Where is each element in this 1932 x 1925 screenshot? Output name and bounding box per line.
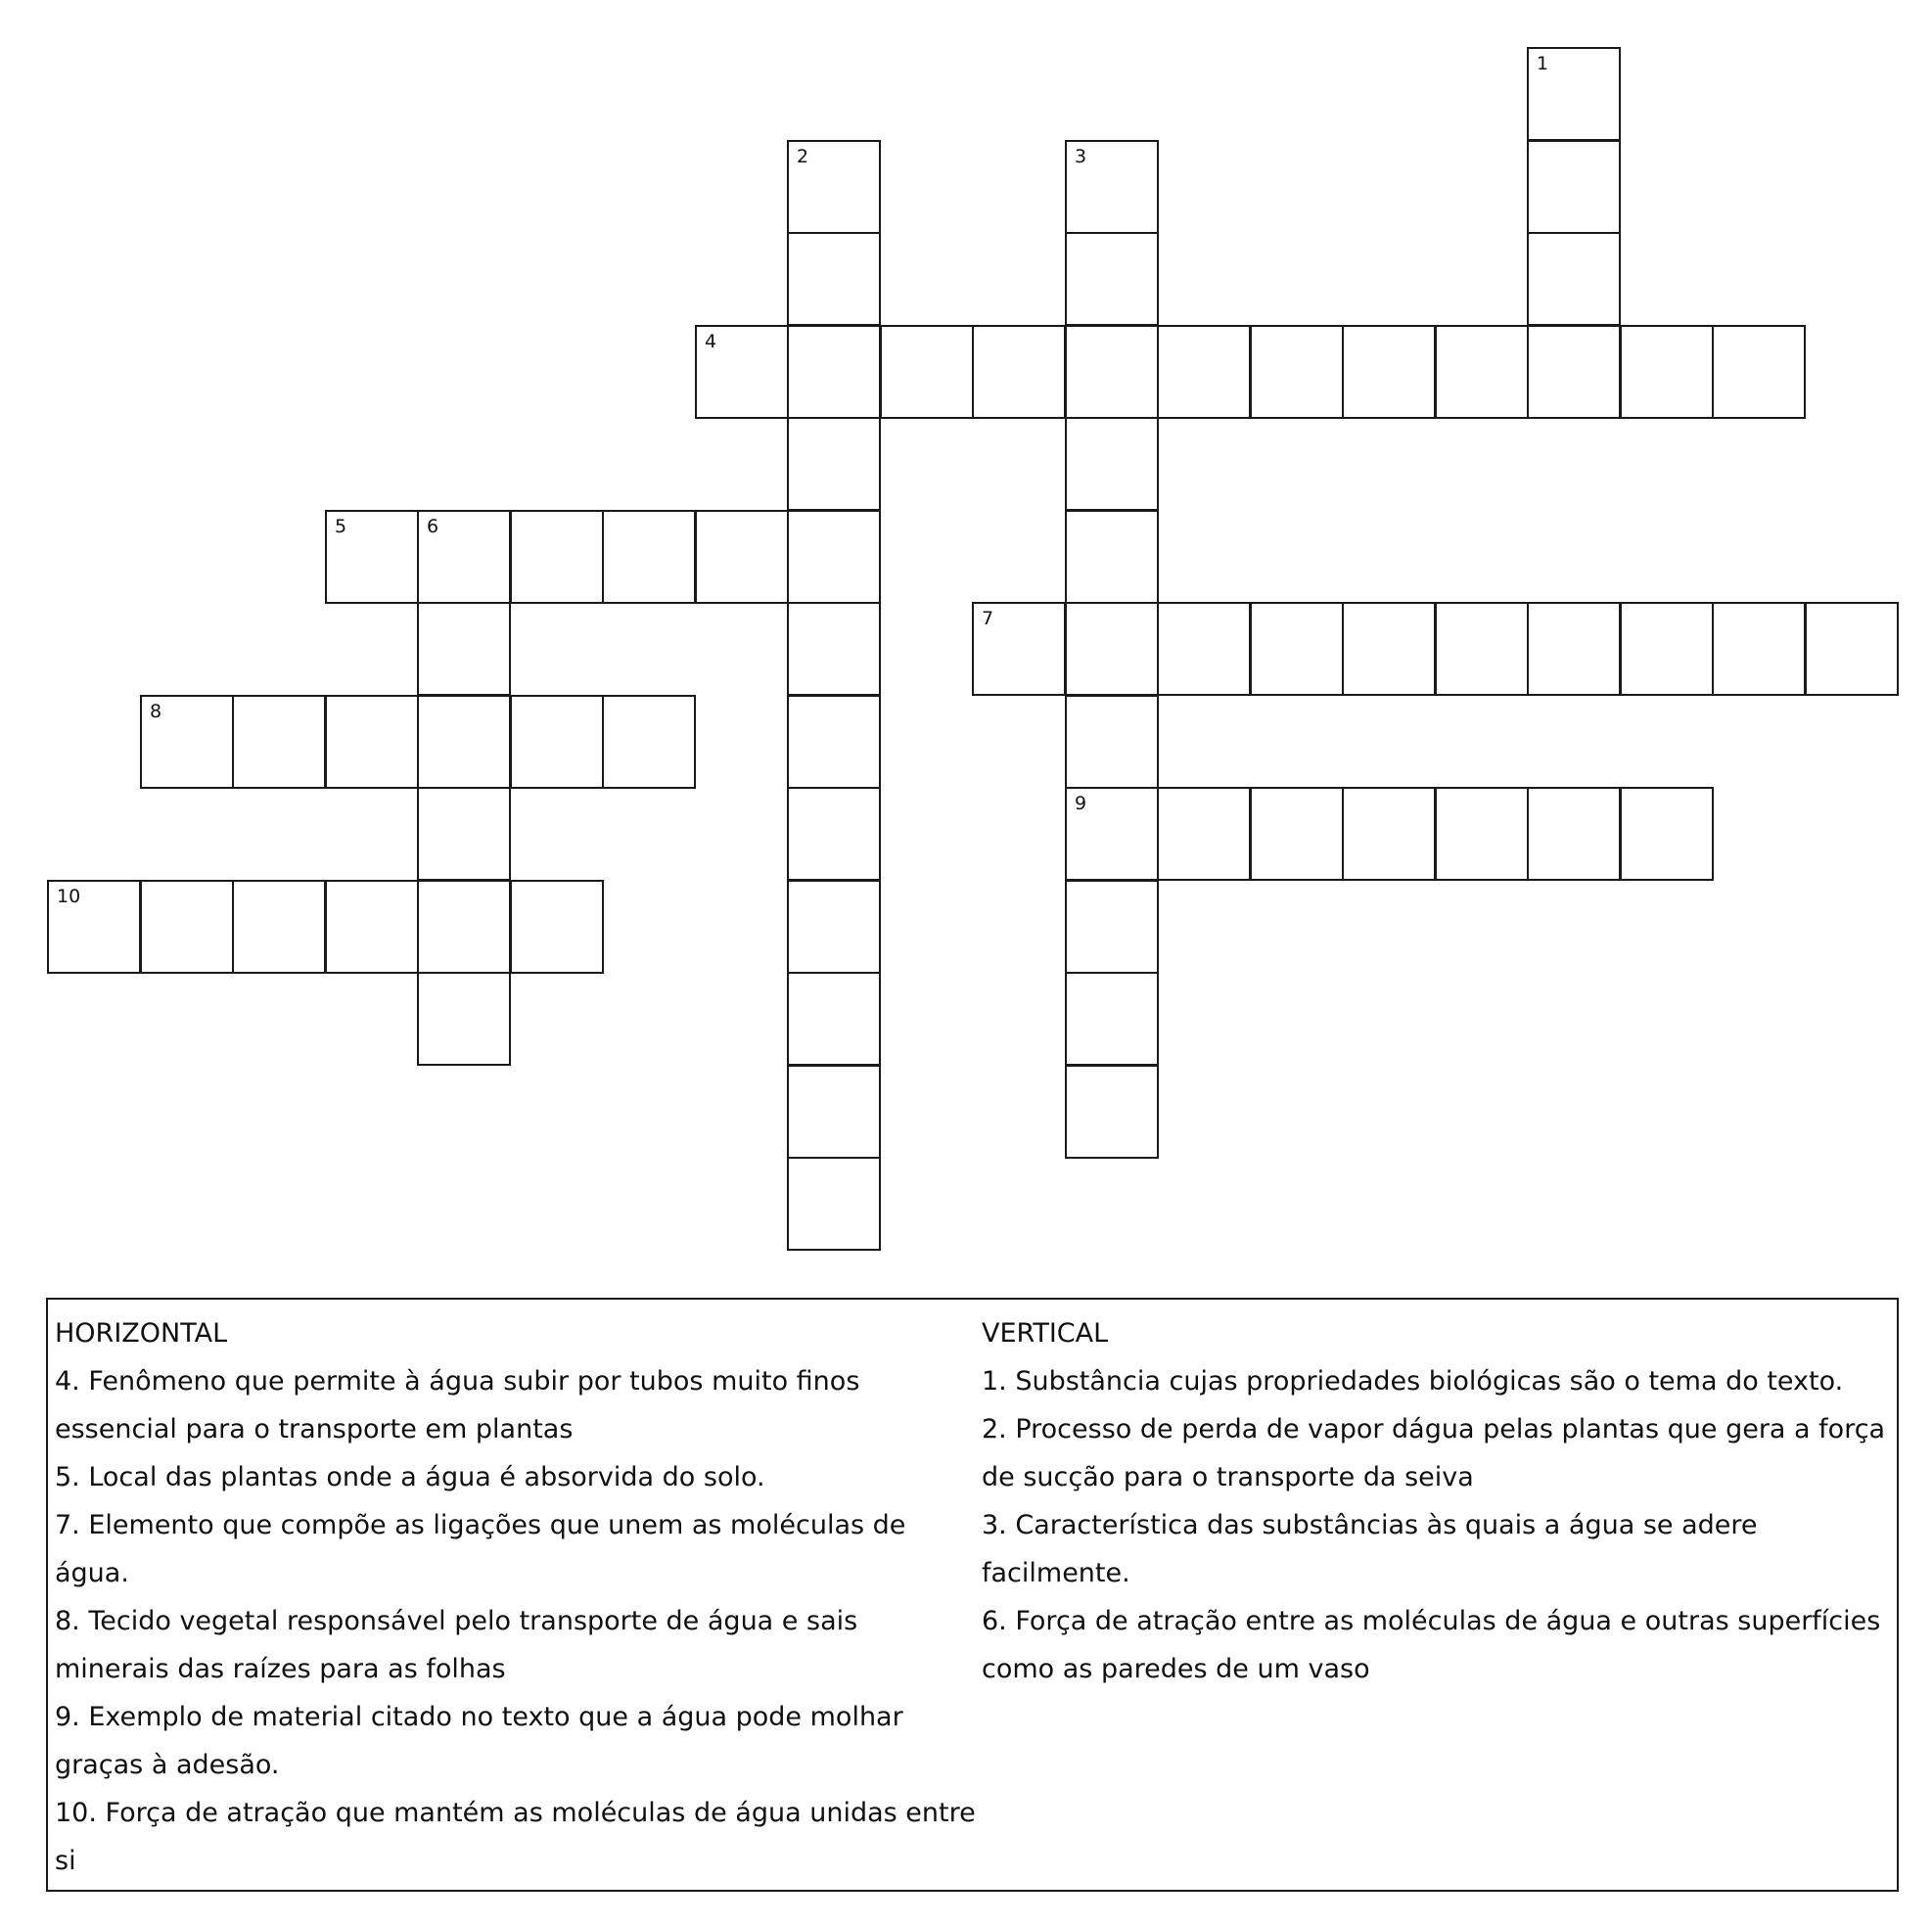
crossword-cell[interactable] [510, 510, 604, 604]
crossword-cell[interactable] [602, 510, 696, 604]
clue-horizontal-7: 7. Elemento que compõe as ligações que unem as moléculas de água. [55, 1510, 906, 1588]
crossword-cell[interactable] [1065, 602, 1159, 696]
crossword-cell[interactable] [1620, 787, 1714, 881]
crossword-cell[interactable] [880, 325, 974, 419]
crossword-cell[interactable] [232, 695, 326, 789]
clue-number: 2 [797, 146, 809, 167]
crossword-cell[interactable] [417, 510, 511, 604]
clue-vertical-3: 3. Característica das substâncias às quais a água se adere facilmente. [982, 1510, 1758, 1588]
crossword-cell[interactable] [417, 972, 511, 1066]
crossword-cell[interactable] [417, 602, 511, 696]
crossword-cell[interactable] [1342, 787, 1436, 881]
crossword-cell[interactable] [972, 602, 1066, 696]
crossword-cell[interactable] [140, 880, 234, 974]
vertical-heading: VERTICAL [982, 1318, 1109, 1349]
crossword-cell[interactable] [972, 325, 1066, 419]
crossword-cell[interactable] [1065, 232, 1159, 326]
crossword-cell[interactable] [1065, 695, 1159, 789]
crossword-cell[interactable] [1527, 140, 1621, 234]
crossword-cell[interactable] [510, 695, 604, 789]
crossword-cell[interactable] [1250, 325, 1344, 419]
clue-number: 3 [1075, 146, 1087, 167]
crossword-cell[interactable] [1342, 325, 1436, 419]
crossword-cell[interactable] [140, 695, 234, 789]
crossword-cell[interactable] [1712, 325, 1806, 419]
crossword-cell[interactable] [787, 972, 881, 1066]
clue-number: 8 [150, 701, 162, 722]
crossword-cell[interactable] [787, 695, 881, 789]
crossword-cell[interactable] [325, 695, 419, 789]
crossword-cell[interactable] [787, 880, 881, 974]
clue-number: 1 [1537, 53, 1549, 74]
crossword-cell[interactable] [1435, 602, 1529, 696]
clue-vertical-2: 2. Processo de perda de vapor dágua pelas plantas que gera a força de sucção para o transporte da seiva [982, 1414, 1886, 1492]
crossword-cell[interactable] [1065, 880, 1159, 974]
crossword-cell[interactable] [1620, 325, 1714, 419]
crossword-cell[interactable] [1527, 47, 1621, 141]
clue-horizontal-4: 4. Fenômeno que permite à água subir por tubos muito finos essencial para o transporte em plantas [55, 1366, 860, 1444]
crossword-cell[interactable] [1805, 602, 1899, 696]
crossword-cell[interactable] [787, 602, 881, 696]
clue-number: 9 [1075, 793, 1087, 814]
crossword-cell[interactable] [787, 787, 881, 881]
crossword-cell[interactable] [1342, 602, 1436, 696]
crossword-cell[interactable] [325, 510, 419, 604]
crossword-cell[interactable] [1157, 602, 1251, 696]
crossword-cell[interactable] [787, 510, 881, 604]
crossword-cell[interactable] [1065, 787, 1159, 881]
crossword-cell[interactable] [1527, 602, 1621, 696]
crossword-cell[interactable] [1620, 602, 1714, 696]
horizontal-heading: HORIZONTAL [55, 1318, 228, 1349]
clue-horizontal-10: 10. Força de atração que mantém as moléculas de água unidas entre si [55, 1798, 976, 1876]
clue-number: 10 [57, 886, 81, 907]
crossword-cell[interactable] [417, 880, 511, 974]
crossword-cell[interactable] [1250, 602, 1344, 696]
crossword-cell[interactable] [1065, 140, 1159, 234]
crossword-cell[interactable] [787, 417, 881, 511]
clue-number: 4 [705, 331, 717, 352]
crossword-cell[interactable] [602, 695, 696, 789]
crossword-cell[interactable] [1527, 787, 1621, 881]
crossword-cell[interactable] [510, 880, 604, 974]
crossword-cell[interactable] [787, 1157, 881, 1251]
clue-number: 6 [427, 516, 439, 537]
crossword-cell[interactable] [787, 140, 881, 234]
crossword-cell[interactable] [1157, 325, 1251, 419]
clue-vertical-6: 6. Força de atração entre as moléculas de água e outras superfícies como as paredes de um vaso [982, 1606, 1881, 1684]
crossword-cell[interactable] [1527, 232, 1621, 326]
crossword-cell[interactable] [417, 695, 511, 789]
crossword-cell[interactable] [47, 880, 141, 974]
crossword-cell[interactable] [787, 232, 881, 326]
crossword-cell[interactable] [325, 880, 419, 974]
clue-number: 7 [982, 608, 994, 629]
crossword-cell[interactable] [417, 787, 511, 881]
crossword-cell[interactable] [1435, 325, 1529, 419]
clue-vertical-1: 1. Substância cujas propriedades biológicas são o tema do texto. [982, 1366, 1844, 1397]
crossword-cell[interactable] [1712, 602, 1806, 696]
crossword-cell[interactable] [232, 880, 326, 974]
crossword-cell[interactable] [1065, 1065, 1159, 1159]
crossword-cell[interactable] [1065, 325, 1159, 419]
crossword-cell[interactable] [1065, 510, 1159, 604]
clue-horizontal-5: 5. Local das plantas onde a água é absorvida do solo. [55, 1462, 765, 1492]
crossword-cell[interactable] [1527, 325, 1621, 419]
horizontal-clues-column [55, 1309, 980, 1885]
crossword-cell[interactable] [1157, 787, 1251, 881]
crossword-cell[interactable] [1065, 972, 1159, 1066]
clues-box [46, 1298, 1899, 1892]
crossword-cell[interactable] [787, 1065, 881, 1159]
vertical-clues-column [982, 1309, 1887, 1693]
crossword-cell[interactable] [695, 510, 789, 604]
clue-horizontal-8: 8. Tecido vegetal responsável pelo transporte de água e sais minerais das raízes para as folhas [55, 1606, 858, 1684]
clue-horizontal-9: 9. Exemplo de material citado no texto que a água pode molhar graças à adesão. [55, 1702, 903, 1780]
crossword-cell[interactable] [1065, 417, 1159, 511]
crossword-cell[interactable] [1250, 787, 1344, 881]
crossword-cell[interactable] [787, 325, 881, 419]
crossword-cell[interactable] [695, 325, 789, 419]
crossword-cell[interactable] [1435, 787, 1529, 881]
clue-number: 5 [335, 516, 347, 537]
